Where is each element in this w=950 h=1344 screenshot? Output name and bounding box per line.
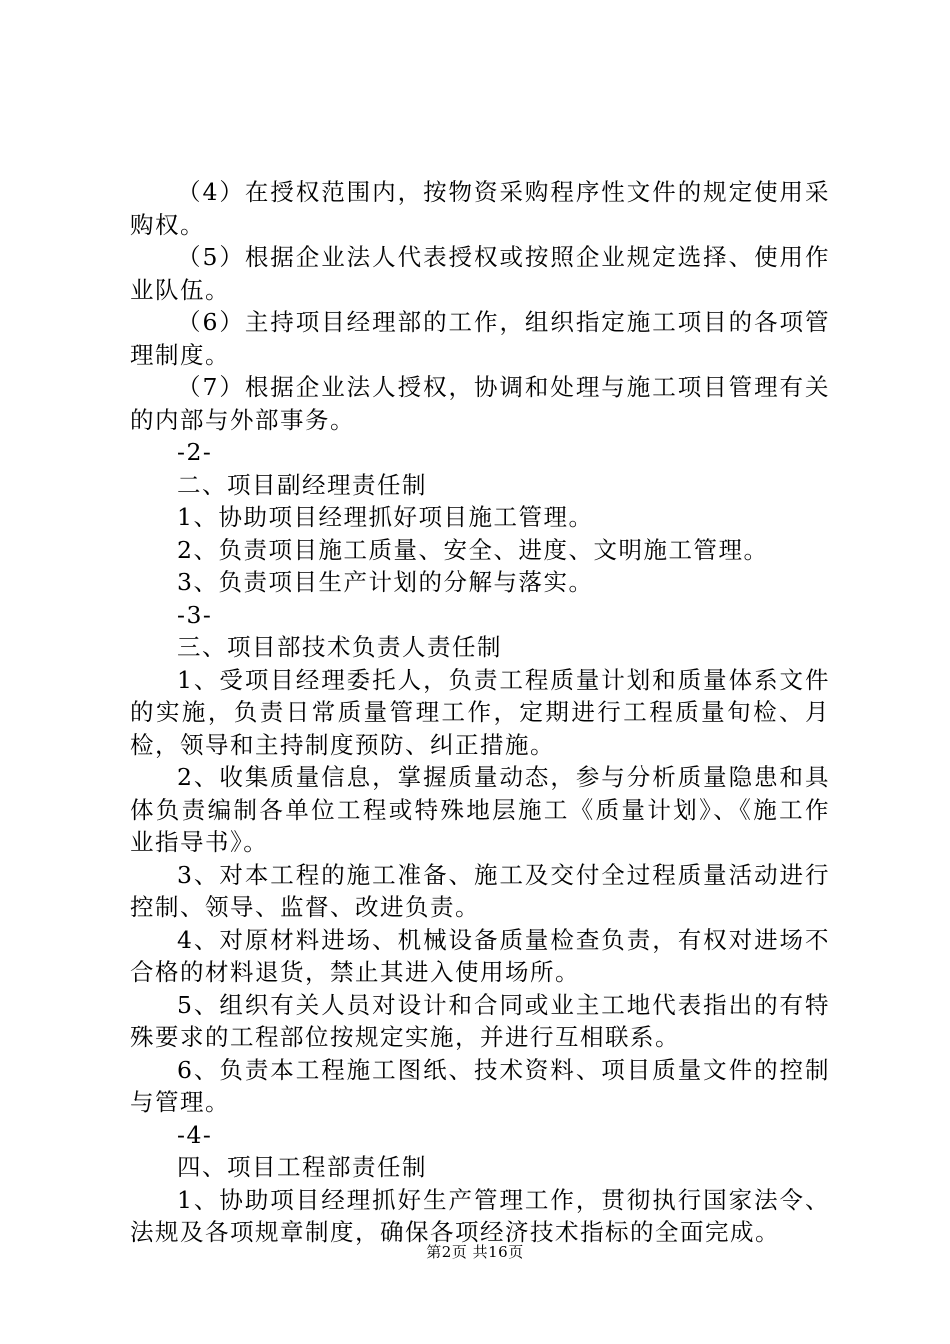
paragraph: 2、收集质量信息，掌握质量动态，参与分析质量隐患和具体负责编制各单位工程或特殊地层施工《质量计划》、《施工作业指导书》。 [130, 763, 830, 856]
paragraph: 3、负责项目生产计划的分解与落实。 [177, 568, 594, 596]
page-marker: -4- [177, 1120, 213, 1149]
paragraph: 1、协助项目经理抓好项目施工管理。 [177, 503, 594, 531]
paragraph: 6、负责本工程施工图纸、技术资料、项目质量文件的控制与管理。 [130, 1055, 830, 1116]
paragraph: （6）主持项目经理部的工作，组织指定施工项目的各项管理制度。 [130, 308, 830, 369]
paragraph: 1、协助项目经理抓好生产管理工作，贯彻执行国家法令、法规及各项规章制度，确保各项经济技术指标的全面完成。 [130, 1185, 830, 1246]
paragraph: （4）在授权范围内，按物资采购程序性文件的规定使用采购权。 [130, 178, 830, 239]
section-heading: 二、项目副经理责任制 [177, 470, 427, 499]
paragraph: 3、对本工程的施工准备、施工及交付全过程质量活动进行控制、领导、监督、改进负责。 [130, 860, 830, 921]
paragraph: 4、对原材料进场、机械设备质量检查负责，有权对进场不合格的材料退货，禁止其进入使用场所。 [130, 925, 830, 986]
paragraph: 2、负责项目施工质量、安全、进度、文明施工管理。 [177, 535, 769, 564]
page-marker: -3- [177, 600, 213, 629]
paragraph: 5、组织有关人员对设计和合同或业主工地代表指出的有特殊要求的工程部位按规定实施，并进行互相联系。 [130, 990, 830, 1051]
paragraph: 1、受项目经理委托人，负责工程质量计划和质量体系文件的实施，负责日常质量管理工作，定期进行工程质量旬检、月检，领导和主持制度预防、纠正措施。 [130, 665, 830, 759]
paragraph: （5）根据企业法人代表授权或按照企业规定选择、使用作业队伍。 [130, 243, 830, 304]
page-marker: -2- [177, 438, 213, 466]
document-body [130, 176, 830, 1249]
paragraph: （7）根据企业法人授权，协调和处理与施工项目管理有关的内部与外部事务。 [130, 373, 830, 434]
section-heading: 四、项目工程部责任制 [177, 1153, 427, 1181]
page-footer: 第2页 共16页 [426, 1243, 524, 1261]
section-heading: 三、项目部技术负责人责任制 [177, 633, 502, 661]
